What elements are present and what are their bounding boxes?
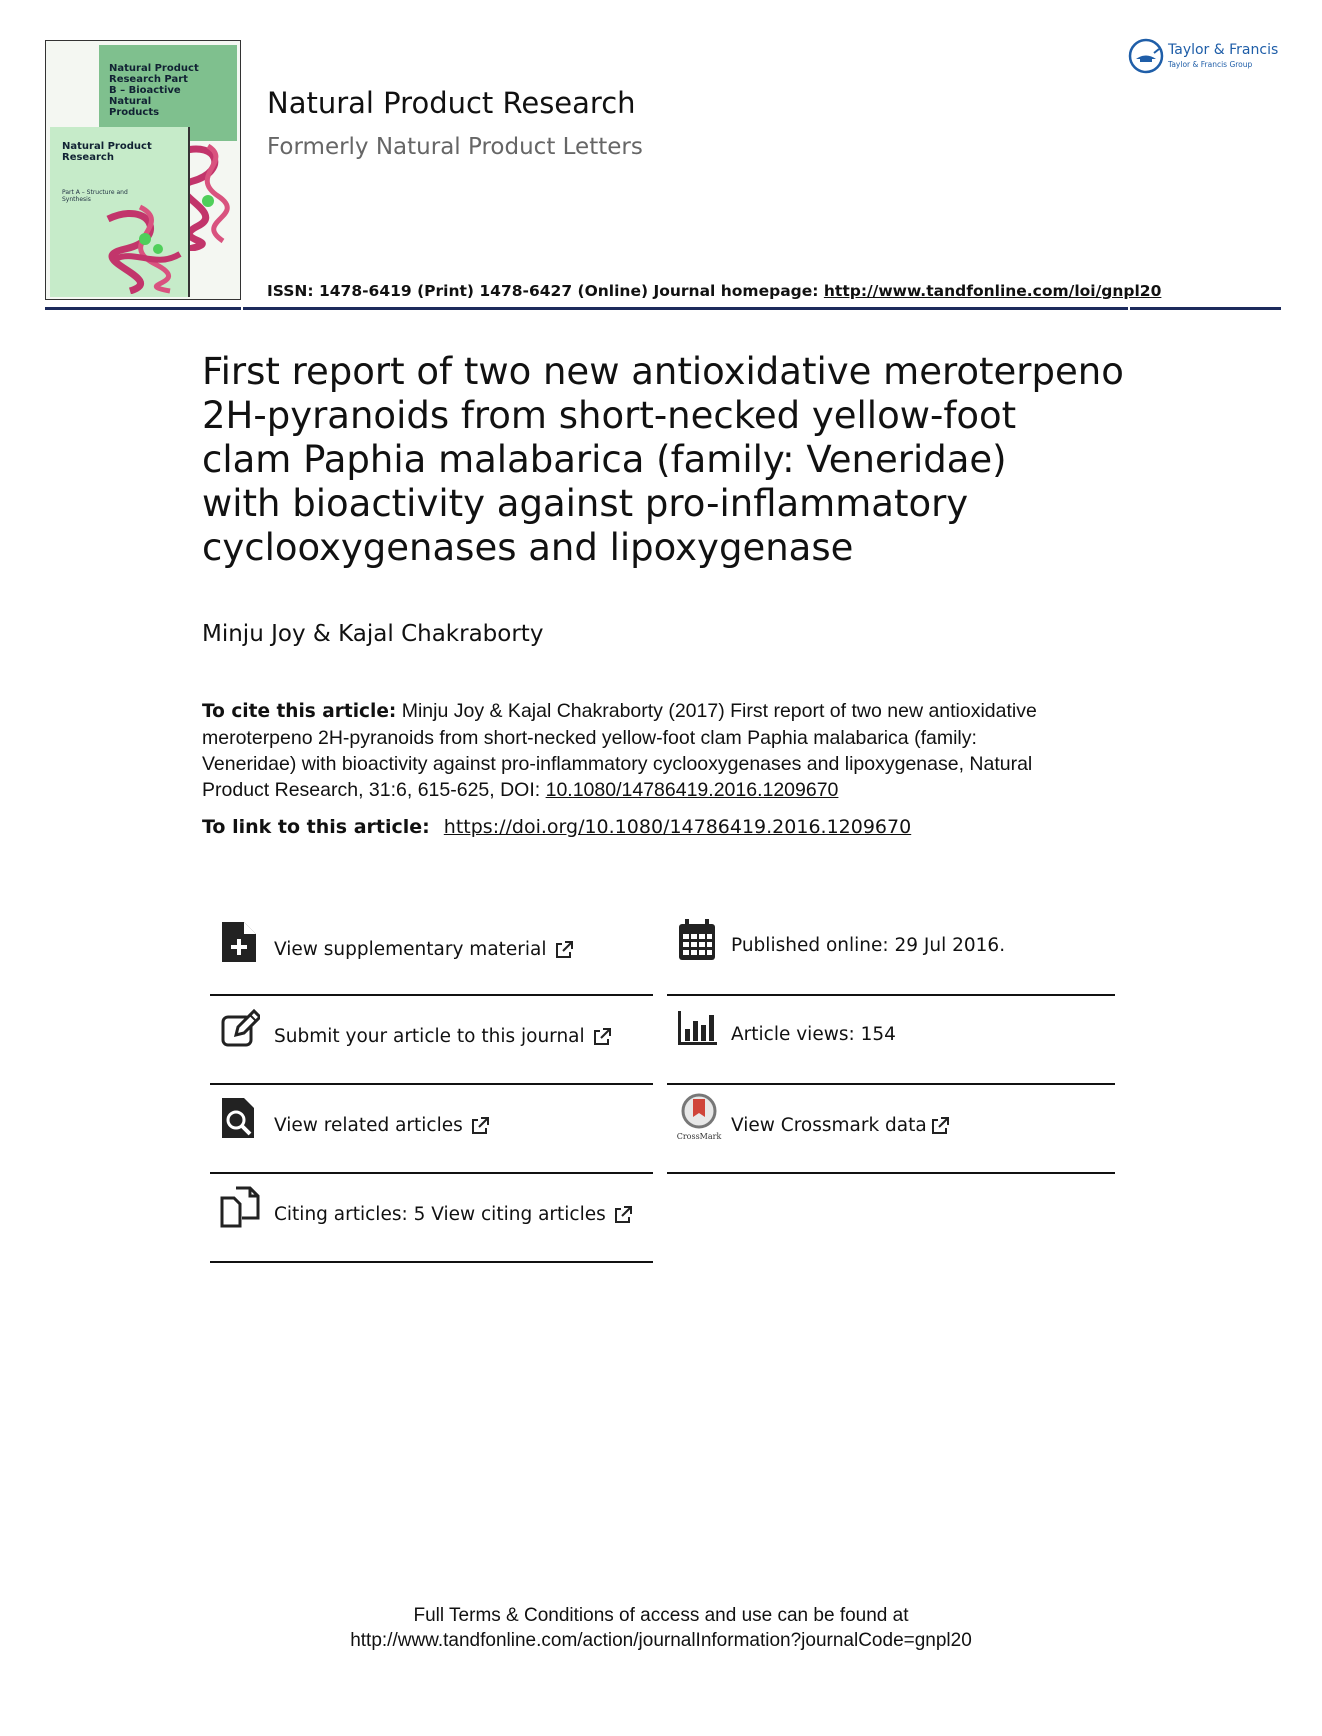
journal-title: Natural Product Research	[267, 86, 636, 120]
journal-cover-image	[45, 40, 241, 300]
crossmark-label: View Crossmark data	[731, 1115, 927, 1136]
header-divider	[45, 307, 1281, 310]
crossmark-logo-text: CrossMark	[677, 1132, 722, 1141]
citing-articles-link[interactable]	[210, 1174, 653, 1263]
article-views-label: Article views: 154	[731, 1024, 896, 1045]
supplementary-material-label: View supplementary material	[274, 939, 547, 960]
bar-chart-icon	[677, 1007, 717, 1051]
citation-block	[202, 698, 1122, 803]
external-link-icon	[593, 1028, 611, 1046]
copy-documents-icon	[220, 1186, 260, 1230]
citation-text: Product Research, 31:6, 615-625, DOI:	[202, 779, 541, 801]
doi-link[interactable]: 10.1080/14786419.2016.1209670	[545, 779, 839, 801]
article-link-line	[202, 816, 911, 838]
publisher-name: Taylor & Francis	[1168, 42, 1279, 58]
citation-label: To cite this article:	[202, 701, 397, 722]
crossmark-link[interactable]	[667, 1085, 1115, 1174]
publisher-logo[interactable]	[1128, 38, 1288, 78]
article-views-info	[667, 996, 1115, 1085]
submit-article-label: Submit your article to this journal	[274, 1026, 585, 1047]
article-title-line: 2H-pyranoids from short-necked yellow-foot	[202, 394, 1017, 437]
related-articles-label: View related articles	[274, 1115, 463, 1136]
footer-url[interactable]: http://www.tandfonline.com/action/journalInformation?journalCode=gnpl20	[350, 1630, 972, 1651]
published-online-label: Published online: 29 Jul 2016.	[731, 935, 1006, 956]
cover-front-panel	[50, 127, 190, 297]
supplementary-material-link[interactable]	[210, 907, 653, 996]
citation-text: meroterpeno 2H-pyranoids from short-necked yellow-foot clam Paphia malabarica (family:	[202, 727, 977, 749]
external-link-icon	[614, 1206, 632, 1224]
cover-back-title: Natural Product Research Part B – Bioactive Natural Products	[109, 63, 199, 118]
protein-ribbon-icon	[100, 199, 190, 294]
article-title-line: clam Paphia malabarica (family: Veneridae)	[202, 438, 1007, 481]
cover-front-subtitle: Part A – Structure and Synthesis	[62, 189, 128, 203]
article-title	[202, 350, 1122, 570]
article-title-line: cyclooxygenases and lipoxygenase	[202, 526, 854, 569]
citation-text: Veneridae) with bioactivity against pro-inflammatory cyclooxygenases and lipoxygenase, Natural	[202, 753, 1033, 775]
external-link-icon	[931, 1117, 949, 1135]
citation-text: Minju Joy & Kajal Chakraborty (2017) First report of two new antioxidative	[401, 700, 1037, 722]
article-doi-url-link[interactable]: https://doi.org/10.1080/14786419.2016.1209670	[443, 816, 912, 838]
issn-text: ISSN: 1478-6419 (Print) 1478-6427 (Online) Journal homepage:	[267, 282, 819, 300]
cover-front-title: Natural Product Research	[62, 141, 152, 163]
published-online-info	[667, 907, 1115, 996]
external-link-icon	[471, 1117, 489, 1135]
calendar-icon	[677, 918, 717, 962]
article-title-line: with bioactivity against pro-inflammatory	[202, 482, 969, 525]
terms-footer	[0, 1603, 1322, 1653]
document-search-icon	[220, 1096, 260, 1140]
footer-line: Full Terms & Conditions of access and use can be found at	[413, 1605, 909, 1626]
issn-line	[267, 282, 1161, 300]
taylor-francis-lamp-icon	[1128, 38, 1164, 74]
article-link-label: To link to this article:	[202, 816, 430, 838]
file-plus-icon	[220, 920, 260, 964]
related-articles-link[interactable]	[210, 1085, 653, 1174]
external-link-icon	[555, 941, 573, 959]
submit-article-link[interactable]	[210, 996, 653, 1085]
crossmark-icon	[677, 1093, 723, 1141]
article-authors: Minju Joy & Kajal Chakraborty	[202, 621, 544, 647]
citing-articles-label: Citing articles: 5 View citing articles	[274, 1204, 606, 1225]
journal-subtitle: Formerly Natural Product Letters	[267, 134, 643, 160]
journal-homepage-link[interactable]: http://www.tandfonline.com/loi/gnpl20	[823, 282, 1162, 300]
publisher-group: Taylor & Francis Group	[1168, 60, 1253, 69]
article-title-line: First report of two new antioxidative meroterpeno	[202, 350, 1124, 393]
edit-icon	[220, 1007, 260, 1051]
